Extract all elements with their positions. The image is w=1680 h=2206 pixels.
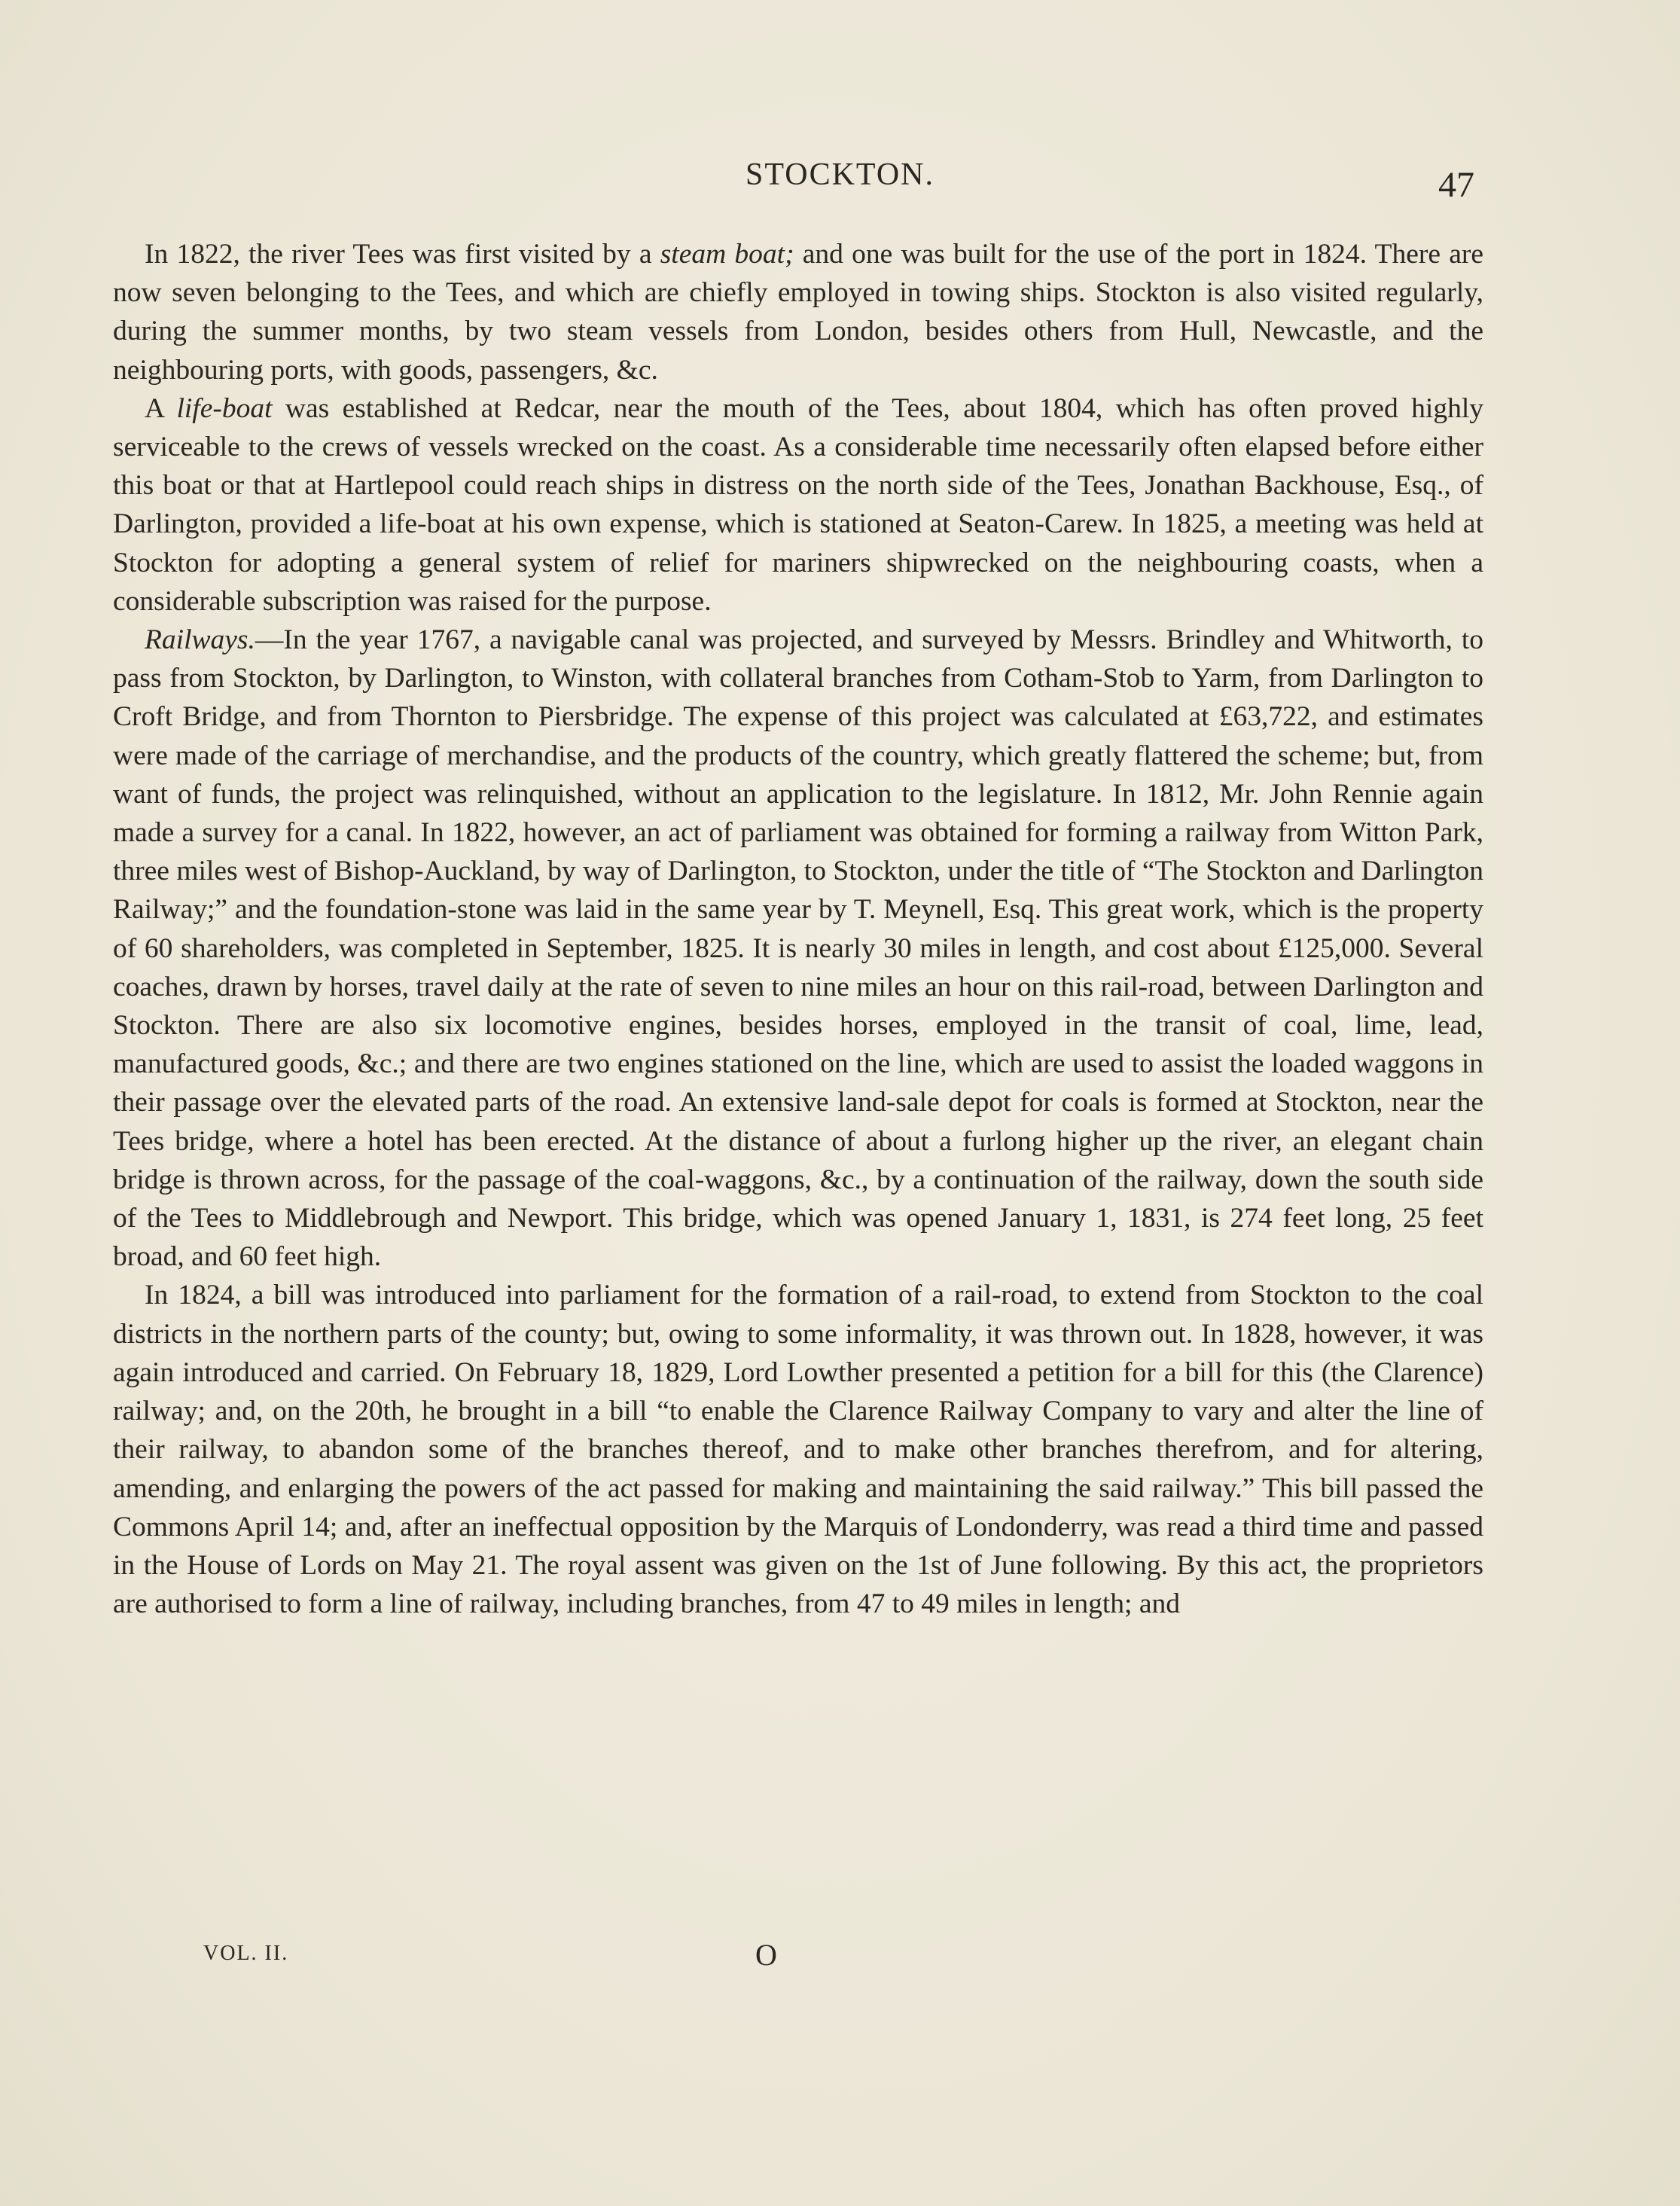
text-segment-italic: life-boat	[176, 392, 273, 424]
paragraph-steam-boat	[113, 235, 1483, 389]
text-segment: was established at Redcar, near the mouth of the Tees, about 1804, which has often proved highly serviceable to the crews of vessels wrecked on the coast. As a considerable time necessarily often elapsed before either this boat or that at Hartlepool could reach ships in distress on the north side of the Tees, Jonathan Backhouse, Esq., of Darlington, provided a life-boat at his own expense, which is stationed at Seaton-Carew. In 1825, a meeting was held at Stockton for adopting a general system of relief for mariners shipwrecked on the neighbouring coasts, when a considerable subscription was raised for the purpose.	[113, 392, 1484, 617]
running-title: STOCKTON.	[745, 157, 935, 192]
text-segment-italic: steam boat;	[660, 239, 794, 270]
volume-label: VOL. II.	[203, 1942, 289, 1965]
signature-mark: O	[755, 1938, 777, 1972]
text-segment: —In the year 1767, a navigable canal was projected, and surveyed by Messrs. Brindley and Whitworth, to pass from Stockton, by Darlington, to Winston, with collateral branches from Cotham-Stob to Yarm, from Darlington to Croft Bridge, and from Thornton to Piersbridge. The expense of this project was calculated at £63,722, and estimates were made of the carriage of merchandise, and the products of the country, which greatly flattered the scheme; but, from want of funds, the project was relinquished, without an application to the legislature. In 1812, Mr. John Rennie again made a survey for a canal. In 1822, however, an act of parliament was obtained for forming a railway from Witton Park, three miles west of Bishop-Auckland, by way of Darlington, to Stockton, under the title of “The Stockton and Darlington Railway;” and the foundation-stone was laid in the same year by T. Meynell, Esq. This great work, which is the property of 60 shareholders, was completed in September, 1825. It is nearly 30 miles in length, and cost about £125,000. Several coaches, drawn by horses, travel daily at the rate of seven to nine miles an hour on this rail-road, between Darlington and Stockton. There are also six locomotive engines, besides horses, employed in the transit of coal, lime, lead, manufactured goods, &c.; and there are two engines stationed on the line, which are used to assist the loaded waggons in their passage over the elevated parts of the road. An extensive land-sale depot for coals is formed at Stockton, near the Tees bridge, where a hotel has been erected. At the distance of about a furlong higher up the river, an elegant chain bridge is thrown across, for the passage of the coal-waggons, &c., by a continuation of the railway, down the south side of the Tees to Middlebrough and Newport. This bridge, which was opened January 1, 1831, is 274 feet long, 25 feet broad, and 60 feet high.	[113, 624, 1483, 1273]
paragraph-clarence-railway	[113, 1276, 1483, 1623]
page-footer	[0, 1937, 1680, 1975]
text-segment: In 1822, the river Tees was first visited by a	[145, 239, 660, 270]
paragraph-railways	[113, 621, 1483, 1276]
text-segment: and one was built for the use of the port in 1824. There are now seven belonging to the Tees, and which are chiefly employed in towing ships. Stockton is also visited regularly, during the summer months, by two steam vessels from London, besides others from Hull, Newcastle, and the neighbouring ports, with goods, passengers, &c.	[113, 239, 1483, 386]
text-segment: A	[145, 392, 177, 424]
page-number: 47	[1438, 165, 1474, 205]
text-segment: In 1824, a bill was introduced into parliament for the formation of a rail-road, to extend from Stockton to the coal districts in the northern parts of the county; but, owing to some informality, it was thrown out. In 1828, however, it was again introduced and carried. On February 18, 1829, Lord Lowther presented a petition for a bill for this (the Clarence) railway; and, on the 20th, he brought in a bill “to enable the Clarence Railway Company to vary and alter the line of their railway, to abandon some of the branches thereof, and to make other branches therefrom, and for altering, amending, and enlarging the powers of the act passed for making and maintaining the said railway.” This bill passed the Commons April 14; and, after an ineffectual opposition by the Marquis of Londonderry, was read a third time and passed in the House of Lords on May 21. The royal assent was given on the 1st of June following. By this act, the proprietors are authorised to form a line of railway, including branches, from 47 to 49 miles in length; and	[113, 1280, 1483, 1620]
paragraph-life-boat	[113, 389, 1483, 621]
text-segment-italic: Railways.	[145, 624, 255, 656]
body-text	[113, 235, 1483, 1623]
